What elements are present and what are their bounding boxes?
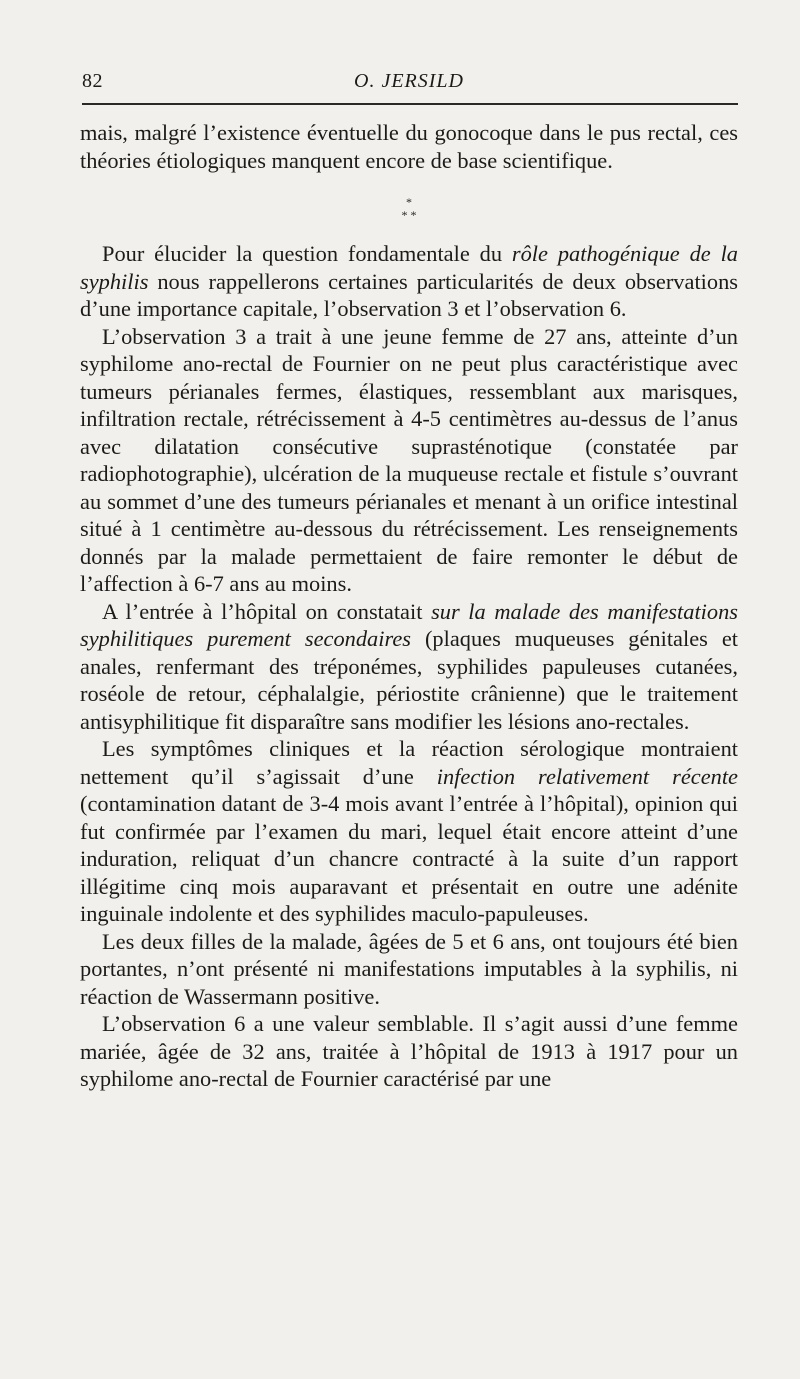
italic-span: sur la malade des manifestations syphilitiques purement secondaires: [80, 598, 738, 651]
text-span: (plaques muqueuses génitales et anales, renfermant des tréponémes, syphilides papuleuses cutanées, roséole de retour, céphalalgie, périostite crânienne) que le traitement antisyphilitique fit disparaître sans modifier les lésions ano-rectales.: [80, 626, 738, 734]
section-separator-asterism: [80, 196, 738, 222]
page-header: [80, 70, 738, 100]
text-span: Pour élucider la question fondamentale du: [102, 241, 512, 266]
paragraph-observation-3: L’observation 3 a trait à une jeune femme de 27 ans, atteinte d’un syphilome ano-rectal de Fournier on ne peut plus caractéristique avec tumeurs périanales fermes, élastiques, ressemblant aux marisques, infiltration rectale, rétrécissement à 4-5 centimètres au-dessus de l’anus avec dilatation consécutive suprasténotique (constatée par radiophotographie), ulcération de la muqueuse rectale et fistule s’ouvrant au sommet d’une des tumeurs périanales et menant à un orifice intestinal situé à 1 centimètre au-dessous du rétrécissement. Les renseignements donnés par la malade permettaient de faire remonter le début de l’affection à 6-7 ans au moins.: [80, 323, 738, 596]
paragraph-observation-6: L’observation 6 a une valeur semblable. Il s’agit aussi d’une femme mariée, âgée de 32 ans, traitée à l’hôpital de 1913 à 1917 pour un syphilome ano-rectal de Fournier caractérisé par une: [80, 1011, 738, 1091]
header-rule: [82, 103, 738, 105]
asterism-top: *: [406, 195, 412, 209]
paragraph-daughters: Les deux filles de la malade, âgées de 5 et 6 ans, ont toujours été bien portantes, n’ont présenté ni manifestations imputables à la syphilis, ni réaction de Wassermann positive.: [80, 928, 738, 1009]
paragraph-pathogenic-role: [80, 240, 738, 323]
text-span: (contamination datant de 3-4 mois avant l’entrée à l’hôpital), opinion qui fut confirmée par l’examen du mari, lequel était encore atteint d’une induration, reliquat d’un chancre contracté à la suite d’un rapport illégitime cinq mois auparavant et présentait en outre une adénite inguinale indolente et des syphilides maculo-papuleuses.: [80, 791, 738, 926]
italic-span: infection relativement récente: [436, 763, 738, 789]
page-body: [80, 119, 738, 1093]
paragraph-hospital-entry: [80, 598, 738, 736]
text-span: Les symptômes cliniques et la réaction sérologique montraient nettement qu’il s’agissait d’une: [80, 736, 738, 789]
asterism-bottom: * *: [401, 208, 417, 222]
italic-span: rôle pathogénique de la syphilis: [80, 241, 738, 294]
paragraph-clinical-symptoms: [80, 735, 738, 928]
running-head: O. JERSILD: [354, 70, 464, 92]
paragraph-continuation: mais, malgré l’existence éventuelle du gonocoque dans le pus rectal, ces théories étiologiques manquent encore de base scientifique.: [80, 120, 738, 173]
page-number: 82: [82, 70, 103, 92]
text-span: A l’entrée à l’hôpital on constatait: [102, 598, 432, 624]
text-span: nous rappellerons certaines particularités de deux observations d’une importance capitale, l’observation 3 et l’observation 6.: [80, 268, 738, 321]
